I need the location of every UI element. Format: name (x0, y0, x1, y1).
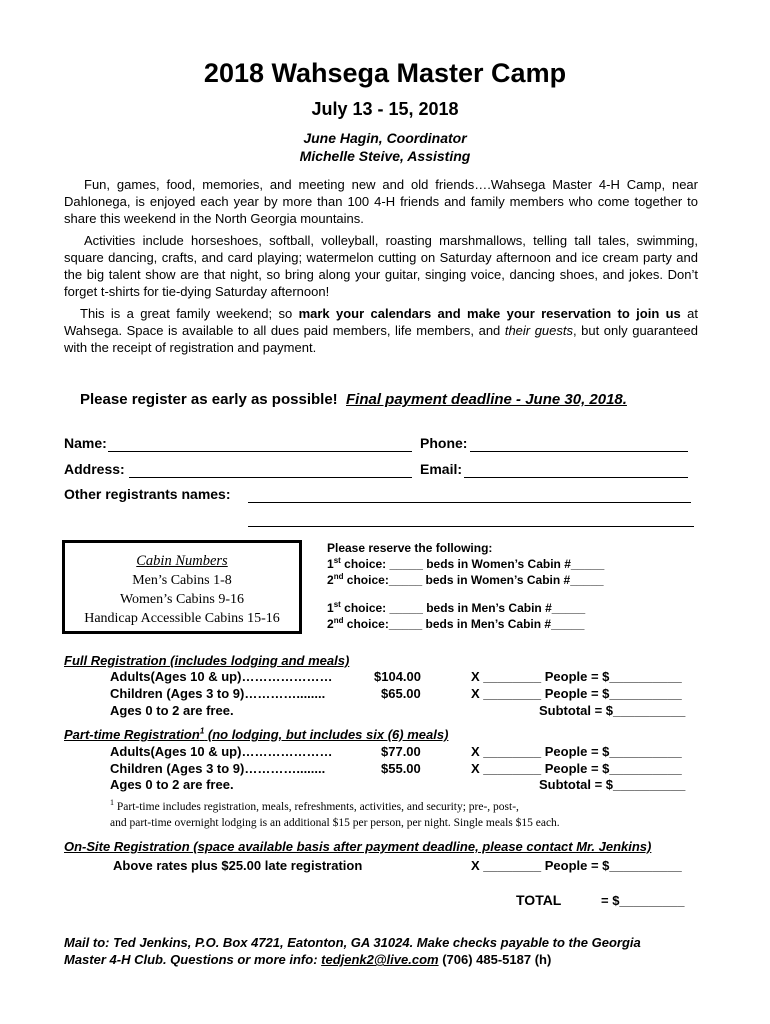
full-adults-label: Adults(Ages 10 & up)………………… (110, 669, 333, 684)
address-label: Address: (64, 461, 125, 477)
final-deadline-text: Final payment deadline - June 30, 2018. (346, 391, 627, 408)
intro-paragraph-2 (64, 232, 698, 300)
intro-emphasis: mark your calendars and make your reservation to join us (298, 306, 681, 321)
intro-paragraph-1 (64, 176, 698, 227)
email-label: Email: (420, 461, 463, 477)
register-early-text: Please register as early as possible! (80, 391, 338, 408)
phone-field[interactable] (470, 451, 688, 452)
full-children-label: Children (Ages 3 to 9)…………........ (110, 686, 326, 701)
footnote-text-2: and part-time overnight lodging is an additional $15 per person, per night. Single meals $15 each. (110, 817, 560, 829)
reserve-heading: Please reserve the following: (327, 541, 493, 555)
full-adults-people[interactable]: X ________ People = $__________ (471, 669, 682, 684)
ordinal-number: 2 (327, 573, 334, 587)
total-value[interactable]: = $_________ (601, 893, 685, 908)
part-adults-price: $77.00 (381, 744, 421, 759)
intro-text-3a: This is a great family weekend; so (80, 306, 299, 321)
part-adults-people[interactable]: X ________ People = $__________ (471, 744, 682, 759)
full-free-note: Ages 0 to 2 are free. (110, 703, 234, 718)
full-registration-heading: Full Registration (includes lodging and meals) (64, 653, 350, 668)
camp-dates: July 13 - 15, 2018 (311, 99, 459, 119)
coordinator-name: June Hagin, Coordinator (303, 130, 467, 146)
staff-block (0, 129, 770, 165)
part-children-price: $55.00 (381, 761, 421, 776)
ordinal-number: 2 (327, 617, 334, 631)
footnote-text-1: Part-time includes registration, meals, refreshments, activities, and security; pre-, post-, (114, 801, 519, 813)
onsite-people[interactable]: X ________ People = $__________ (471, 858, 682, 873)
choice-text: choice:_____ beds in Women’s Cabin #_____ (343, 573, 604, 587)
full-subtotal[interactable]: Subtotal = $__________ (539, 703, 686, 718)
mail-text: Master 4-H Club. Questions or more info: (64, 952, 322, 967)
name-label: Name: (64, 435, 107, 451)
footnote-marker: 1 (199, 726, 205, 736)
men-second-choice[interactable] (327, 616, 584, 632)
other-registrants-field[interactable] (248, 502, 691, 503)
total-label: TOTAL (516, 892, 562, 908)
mail-line-2 (64, 951, 641, 968)
intro-paragraph-3 (64, 305, 698, 356)
full-children-people[interactable]: X ________ People = $__________ (471, 686, 682, 701)
choice-text: choice: _____ beds in Men’s Cabin #_____ (340, 601, 586, 615)
onsite-registration-heading: On-Site Registration (space available basis after payment deadline, please contact Mr. Jenkins) (64, 839, 652, 854)
intro-text-2: Activities include horseshoes, softball, volleyball, roasting marshmallows, telling tall tales, swimming, square dancing, crafts, and card playing; watermelon cutting on Saturday afternoon and ice cream party and the big talent show are that night, so bring along your guitar, singing voice, dancing shoes, and jokes. Don’t forget t-shirts for tie-dying Saturday afternoon! (64, 233, 698, 299)
full-children-price: $65.00 (381, 686, 421, 701)
ordinal-suffix: st (333, 600, 341, 609)
ordinal-suffix: nd (333, 616, 344, 625)
intro-text-3c: , but only guaranteed with the receipt of registration and payment. (64, 323, 698, 355)
mail-info (64, 934, 641, 968)
women-second-choice[interactable] (327, 572, 604, 588)
email-field[interactable] (464, 477, 688, 478)
mens-cabins: Men’s Cabins 1-8 (132, 573, 232, 588)
name-field[interactable] (108, 451, 412, 452)
choice-text: choice: _____ beds in Women’s Cabin #_____ (340, 557, 605, 571)
choice-text: choice:_____ beds in Men’s Cabin #_____ (343, 617, 585, 631)
onsite-rates: Above rates plus $25.00 late registration (113, 858, 363, 873)
ordinal-suffix: nd (333, 572, 344, 581)
full-adults-price: $104.00 (374, 669, 421, 684)
part-adults-label: Adults(Ages 10 & up)………………… (110, 744, 333, 759)
deadline-notice (80, 391, 627, 408)
parttime-heading-text: Part-time Registration (64, 727, 200, 742)
part-free-note: Ages 0 to 2 are free. (110, 777, 234, 792)
mail-line-1: Mail to: Ted Jenkins, P.O. Box 4721, Eatonton, GA 31024. Make checks payable to the Georgia (64, 935, 641, 950)
part-children-people[interactable]: X ________ People = $__________ (471, 761, 682, 776)
footnote-line-1 (110, 799, 560, 815)
ordinal-number: 1 (327, 557, 334, 571)
contact-phone: (706) 485-5187 (h) (438, 952, 552, 967)
parttime-registration-heading (64, 727, 448, 742)
part-children-label: Children (Ages 3 to 9)…………........ (110, 761, 326, 776)
assistant-name: Michelle Steive, Assisting (299, 148, 471, 164)
handicap-cabins: Handicap Accessible Cabins 15-16 (84, 611, 280, 626)
cabin-numbers-title: Cabin Numbers (136, 553, 228, 569)
other-registrants-field-2[interactable] (248, 526, 694, 527)
page-title: 2018 Wahsega Master Camp (203, 58, 567, 88)
women-first-choice[interactable] (327, 556, 604, 572)
phone-label: Phone: (420, 435, 468, 451)
parttime-heading-detail: (no lodging, but includes six (6) meals) (204, 727, 449, 742)
men-first-choice[interactable] (327, 600, 585, 616)
other-registrants-label: Other registrants names: (64, 486, 231, 502)
intro-their-guests: their guests (504, 323, 573, 338)
womens-cabins: Women’s Cabins 9-16 (119, 592, 245, 607)
ordinal-suffix: st (333, 556, 341, 565)
cabin-numbers-box (62, 540, 302, 634)
contact-email-link[interactable]: tedjenk2@live.com (321, 952, 439, 967)
footnote-number: 1 (110, 798, 114, 808)
ordinal-number: 1 (327, 601, 334, 615)
part-subtotal[interactable]: Subtotal = $__________ (539, 777, 686, 792)
intro-text-3b: at Wahsega. Space is available to all dues paid members, life members, and (64, 306, 698, 338)
address-field[interactable] (129, 477, 412, 478)
footnote (110, 799, 560, 831)
intro-text-1: Fun, games, food, memories, and meeting new and old friends….Wahsega Master 4-H Camp, near Dahlonega, is enjoyed each year by more than 100 4-H friends and family members who come together to share this weekend in the North Georgia mountains. (64, 177, 698, 226)
